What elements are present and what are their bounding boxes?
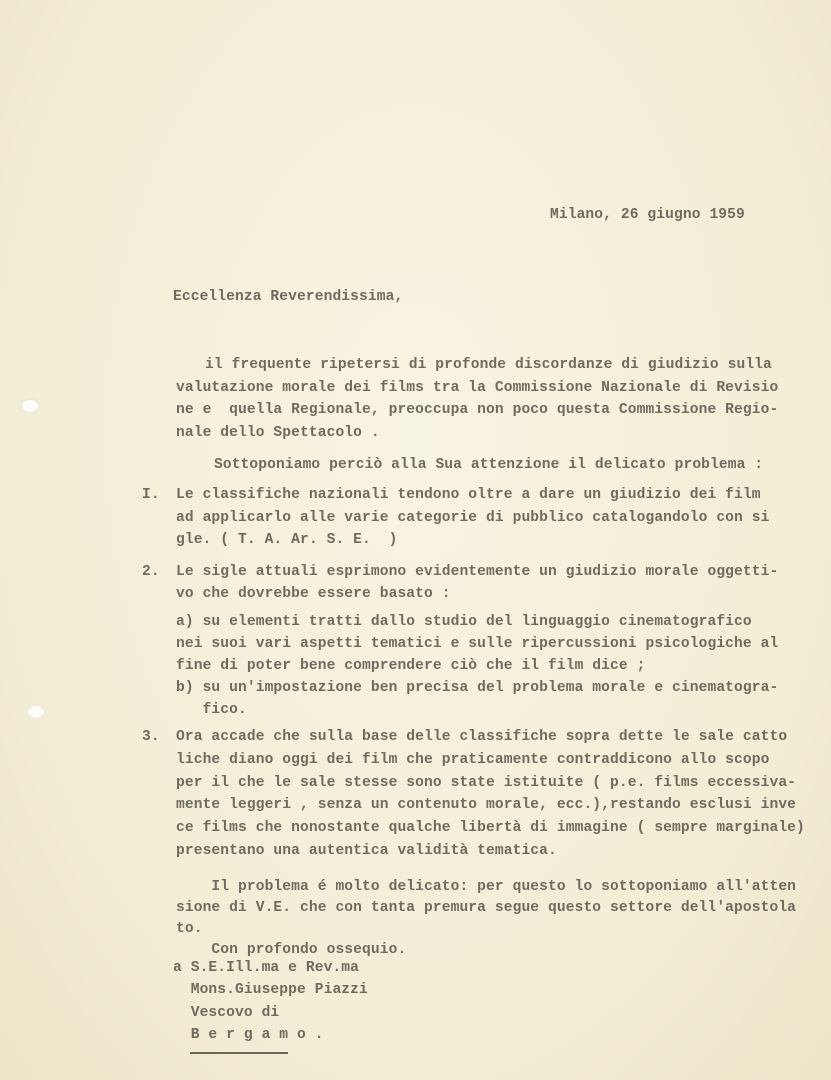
item-1-number: I. — [142, 487, 160, 503]
text-line: liche diano oggi dei film che praticamente contraddicono allo scopo — [176, 751, 770, 768]
text-line: b) su un'impostazione ben precisa del problema morale e cinematogra- — [176, 680, 779, 696]
text-line: vo che dovrebbe essere basato : — [176, 586, 451, 602]
text-line: a S.E.Ill.ma e Rev.ma — [173, 960, 360, 976]
recipient-address — [173, 959, 368, 1048]
text-line: ce films che nonostante qualche libertà di immagine ( sempre marginale) — [176, 820, 805, 837]
text-line: Ora accade che sulla base delle classifiche sopra dette le sale catto — [176, 729, 788, 745]
text-line: ad applicarlo alle varie categorie di pubblico catalogandolo con si — [176, 509, 770, 526]
paragraph-1 — [176, 356, 816, 446]
text-line: per il che le sale stesse sono state istituite ( p.e. films eccessiva- — [176, 774, 797, 791]
text-line: fine di poter bene comprendere ciò che il film dice ; — [176, 658, 646, 674]
punch-hole — [28, 706, 44, 718]
text-line: fico. — [176, 702, 247, 718]
item-2-number: 2. — [142, 564, 160, 580]
item-2-sub-b — [176, 679, 778, 723]
text-line: presentano una autentica validità tematica. — [176, 842, 557, 859]
text-line: valutazione morale dei films tra la Commissione Nazionale di Revisio — [176, 379, 779, 396]
text-line: nei suoi vari aspetti tematici e sulle ripercussioni psicologiche al — [176, 636, 779, 652]
text-line: ne e quella Regionale, preoccupa non poco questa Commissione Regio- — [176, 402, 779, 419]
text-line: nale dello Spettacolo . — [176, 424, 380, 441]
text-line: Mons.Giuseppe Piazzi — [173, 982, 368, 999]
text-line: Le classifiche nazionali tendono oltre a dare un giudizio dei film — [176, 487, 761, 503]
text-line: Vescovo di — [173, 1004, 280, 1021]
underline-rule — [190, 1052, 288, 1054]
closing-paragraph — [176, 878, 796, 962]
item-3 — [176, 728, 805, 865]
text-line: to. — [176, 921, 203, 937]
text-line: Le sigle attuali esprimono evidentemente un giudizio morale oggetti- — [176, 564, 779, 580]
letter-date: Milano, 26 giugno 1959 — [550, 207, 745, 223]
text-line: a) su elementi tratti dallo studio del linguaggio cinematografico — [176, 614, 752, 630]
text-line: gle. ( T. A. Ar. S. E. ) — [176, 532, 398, 548]
text-line: mente leggeri , senza un contenuto morale, ecc.),restando esclusi inve — [176, 797, 797, 814]
item-3-number: 3. — [142, 729, 160, 745]
item-1 — [176, 486, 769, 554]
item-2 — [176, 563, 778, 607]
salutation: Eccellenza Reverendissima, — [173, 289, 404, 305]
item-2-sub-a — [176, 613, 778, 679]
text-line: sione di V.E. che con tanta premura segue questo settore dell'apostola — [176, 900, 797, 916]
text-line: il frequente ripetersi di profonde discordanze di giudizio sulla — [205, 357, 772, 373]
text-line: Il problema é molto delicato: per questo lo sottoponiamo all'atten — [176, 879, 797, 895]
text-line: B e r g a m o . — [173, 1026, 324, 1043]
punch-hole — [22, 400, 38, 412]
text-line: Con profondo ossequio. — [176, 942, 407, 958]
paragraph-2: Sottoponiamo perciò alla Sua attenzione il delicato problema : — [214, 457, 764, 473]
